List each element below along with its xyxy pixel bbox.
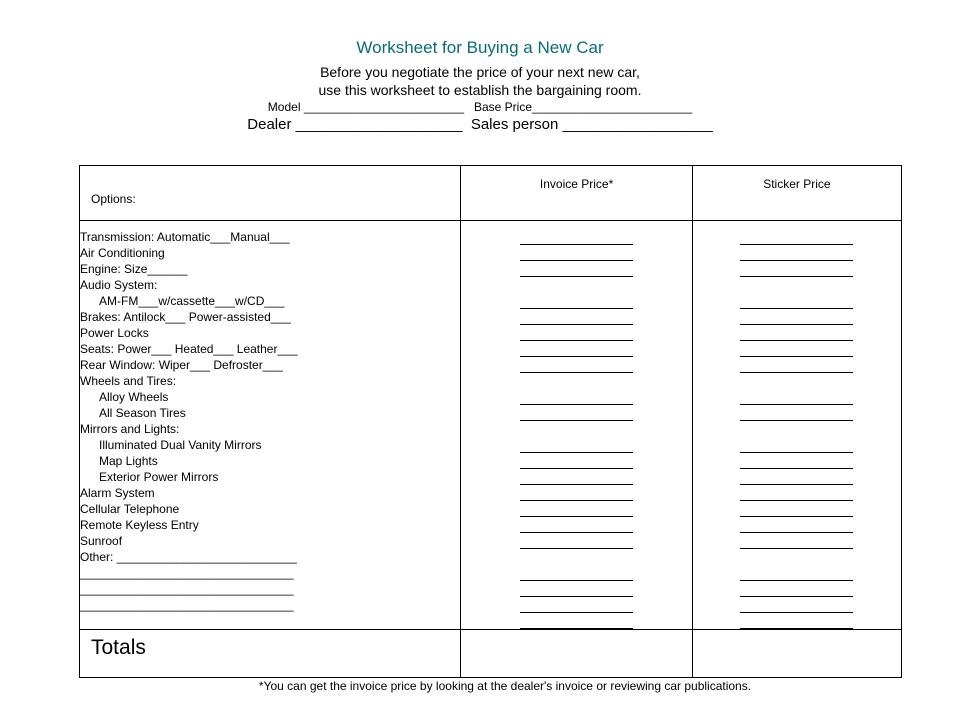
sticker-price-blank[interactable] [740, 309, 853, 325]
invoice-price-blank[interactable] [520, 341, 633, 357]
sticker-price-blank[interactable] [740, 325, 853, 341]
subtitle-line-1: Before you negotiate the price of your next new car, [320, 64, 640, 80]
sticker-price-blank[interactable] [740, 565, 853, 581]
option-row: Mirrors and Lights: [80, 422, 180, 436]
sticker-price-blank[interactable] [740, 405, 853, 421]
invoice-price-blank[interactable] [520, 581, 633, 597]
spacer [740, 373, 853, 389]
option-row: Map Lights [99, 454, 158, 468]
spacer [740, 549, 853, 565]
invoice-price-blank[interactable] [520, 389, 633, 405]
invoice-price-blank[interactable] [520, 357, 633, 373]
spacer [520, 549, 633, 565]
option-row [80, 613, 460, 629]
option-row[interactable]: Transmission: Automatic___Manual___ [80, 230, 290, 244]
option-row[interactable]: ________________________________ [80, 598, 294, 612]
sticker-price-blank[interactable] [740, 341, 853, 357]
option-row[interactable]: Rear Window: Wiper___ Defroster___ [80, 358, 283, 372]
option-row[interactable]: AM-FM___w/cassette___w/CD___ [99, 294, 285, 308]
sticker-price-blank[interactable] [740, 501, 853, 517]
option-row: Cellular Telephone [80, 502, 180, 516]
sticker-price-blank[interactable] [740, 245, 853, 261]
option-row[interactable]: ________________________________ [80, 582, 294, 596]
subtitle-line-2: use this worksheet to establish the bargaining room. [318, 82, 642, 98]
spacer [520, 277, 633, 293]
sticker-price-blank[interactable] [740, 437, 853, 453]
worksheet-table [79, 165, 902, 678]
invoice-price-blank[interactable] [520, 533, 633, 549]
invoice-price-blank[interactable] [520, 293, 633, 309]
option-row: Air Conditioning [80, 246, 165, 260]
totals-label: Totals [80, 630, 461, 678]
totals-row [80, 630, 902, 678]
spacer [740, 277, 853, 293]
invoice-price-header: Invoice Price* [461, 166, 692, 221]
spacer [520, 373, 633, 389]
sticker-price-blank[interactable] [740, 613, 853, 629]
options-column [80, 221, 461, 630]
sticker-price-header: Sticker Price [692, 166, 901, 221]
sticker-price-blank[interactable] [740, 229, 853, 245]
option-row[interactable]: Seats: Power___ Heated___ Leather___ [80, 342, 298, 356]
sticker-price-blank[interactable] [740, 293, 853, 309]
invoice-price-blank[interactable] [520, 517, 633, 533]
options-header: Options: [91, 192, 136, 206]
model-base-price-line[interactable]: Model ________________________ Base Price________________________ [267, 100, 693, 114]
sticker-total-cell[interactable] [692, 630, 901, 678]
option-row[interactable]: Other: ___________________________ [80, 550, 297, 564]
invoice-price-blank[interactable] [520, 325, 633, 341]
options-header-cell [80, 166, 461, 221]
sticker-price-blank[interactable] [740, 261, 853, 277]
option-row: Illuminated Dual Vanity Mirrors [99, 438, 262, 452]
invoice-total-cell[interactable] [461, 630, 692, 678]
option-row: Alarm System [80, 486, 155, 500]
sticker-price-blank[interactable] [740, 517, 853, 533]
option-row[interactable]: ________________________________ [80, 566, 294, 580]
sticker-price-blank[interactable] [740, 533, 853, 549]
option-row: All Season Tires [99, 406, 186, 420]
option-row[interactable]: Brakes: Antilock___ Power-assisted___ [80, 310, 291, 324]
option-row: Wheels and Tires: [80, 374, 177, 388]
option-row: Alloy Wheels [99, 390, 169, 404]
invoice-price-blank[interactable] [520, 453, 633, 469]
footnote: *You can get the invoice price by looking at the dealer's invoice or reviewing car publications. [258, 679, 752, 693]
invoice-price-blank[interactable] [520, 501, 633, 517]
spacer [520, 421, 633, 437]
spacer [740, 421, 853, 437]
sticker-price-blank[interactable] [740, 469, 853, 485]
invoice-price-blank[interactable] [520, 261, 633, 277]
invoice-price-blank[interactable] [520, 469, 633, 485]
sticker-price-blank[interactable] [740, 453, 853, 469]
invoice-price-blank[interactable] [520, 565, 633, 581]
option-row[interactable]: Engine: Size______ [80, 262, 188, 276]
option-row: Audio System: [80, 278, 158, 292]
invoice-price-blank[interactable] [520, 597, 633, 613]
page-title: Worksheet for Buying a New Car [356, 38, 604, 57]
invoice-price-column [461, 221, 692, 630]
invoice-price-blank[interactable] [520, 245, 633, 261]
invoice-price-blank[interactable] [520, 613, 633, 629]
table-header-row [80, 166, 902, 221]
invoice-price-blank[interactable] [520, 309, 633, 325]
sticker-price-blank[interactable] [740, 485, 853, 501]
sticker-price-blank[interactable] [740, 389, 853, 405]
option-row: Sunroof [80, 534, 123, 548]
option-row: Exterior Power Mirrors [99, 470, 219, 484]
invoice-price-blank[interactable] [520, 405, 633, 421]
invoice-price-blank[interactable] [520, 229, 633, 245]
dealer-salesperson-line[interactable]: Dealer ____________________ Sales person __________________ [247, 116, 713, 133]
options-body-row [80, 221, 902, 630]
invoice-price-blank[interactable] [520, 485, 633, 501]
sticker-price-blank[interactable] [740, 357, 853, 373]
option-row: Remote Keyless Entry [80, 518, 199, 532]
sticker-price-blank[interactable] [740, 597, 853, 613]
invoice-price-blank[interactable] [520, 437, 633, 453]
sticker-price-blank[interactable] [740, 581, 853, 597]
sticker-price-column [692, 221, 901, 630]
option-row: Power Locks [80, 326, 149, 340]
